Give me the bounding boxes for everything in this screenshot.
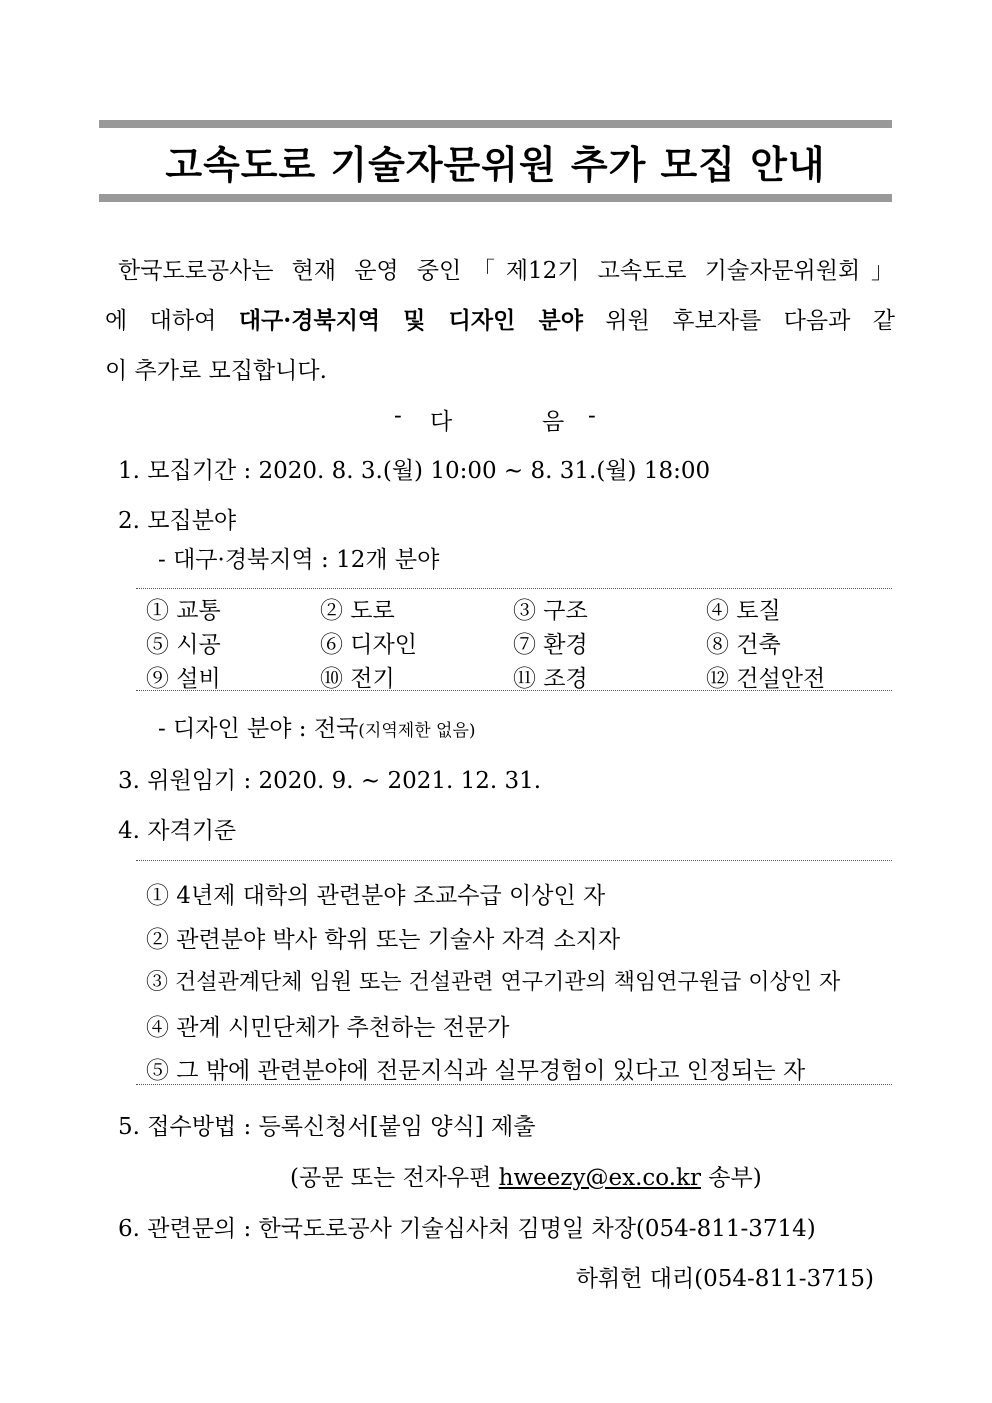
recruit-field-heading: 2. 모집분야 [118,508,237,534]
criteria-item: ④ 관계 시민단체가 추천하는 전문가 [146,1015,510,1041]
design-field-label: - 디자인 분야 : 전국 [158,716,359,742]
criteria-item: ① 4년제 대학의 관련분야 조교수급 이상인 자 [146,883,606,909]
field-item: ⑤ 시공 [146,632,221,658]
submission-method: 5. 접수방법 : 등록신청서[붙임 양식] 제출 [118,1114,536,1140]
intro-line-1: 한국도로공사는 현재 운영 중인「제12기 고속도로 기술자문위원회」 [118,258,894,284]
field-item: ⑦ 환경 [513,632,588,658]
da-eum-eum: 음 [542,409,565,435]
inquiry-contact-2: 하휘헌 대리(054-811-3715) [575,1266,874,1292]
committee-term: 3. 위원임기 : 2020. 9. ∼ 2021. 12. 31. [118,768,542,794]
title-top-rule [99,120,892,128]
field-item: ⑧ 건축 [706,632,781,658]
daegu-gyeongbuk-fields: - 대구·경북지역 : 12개 분야 [158,547,440,573]
da-eum-dash-left: - [394,403,402,429]
field-item: ⑪ 조경 [513,666,588,692]
email-link[interactable]: hweezy@ex.co.kr [498,1165,701,1191]
da-eum-da: 다 [430,409,453,435]
field-item: ② 도로 [320,598,395,624]
field-item: ⑩ 전기 [320,666,395,692]
submission-channel-pre: (공문 또는 전자우편 [290,1165,499,1191]
field-item: ① 교통 [146,598,221,624]
title-bottom-rule [99,194,892,202]
field-item: ⑫ 건설안전 [706,666,826,692]
criteria-item: ⑤ 그 밖에 관련분야에 전문지식과 실무경험이 있다고 인정되는 자 [146,1058,806,1084]
criteria-item: ② 관련분야 박사 학위 또는 기술사 자격 소지자 [146,927,621,953]
submission-channel [290,1159,762,1192]
design-field [158,710,476,743]
criteria-bottom-rule [136,1084,892,1085]
recruit-period: 1. 모집기간 : 2020. 8. 3.(월) 10:00 ∼ 8. 31.(월) 18:00 [118,458,711,484]
da-eum-dash-right: - [588,403,596,429]
intro-line-2 [105,302,895,335]
field-item: ③ 구조 [513,598,588,624]
criteria-top-rule [136,860,892,861]
intro-line-2-post: 위원 후보자를 다음과 같 [582,308,895,334]
qualification-heading: 4. 자격기준 [118,818,237,844]
inquiry-contact-1: 6. 관련문의 : 한국도로공사 기술심사처 김명일 차장(054-811-3714) [118,1216,816,1242]
field-item: ⑨ 설비 [146,666,221,692]
field-item: ④ 토질 [706,598,781,624]
criteria-item: ③ 건설관계단체 임원 또는 건설관련 연구기관의 책임연구원급 이상인 자 [146,970,841,995]
field-item: ⑥ 디자인 [320,632,417,658]
intro-line-3: 이 추가로 모집합니다. [105,358,327,384]
design-field-note: (지역제한 없음) [358,721,476,741]
submission-channel-post: 송부) [700,1165,762,1191]
fields-table-bottom-rule [136,690,892,691]
intro-highlight: 대구·경북지역 및 디자인 분야 [238,307,583,334]
intro-line-2-pre: 에 대하여 [105,308,239,334]
page-title: 고속도로 기술자문위원 추가 모집 안내 [165,143,826,187]
fields-table-top-rule [136,588,892,589]
